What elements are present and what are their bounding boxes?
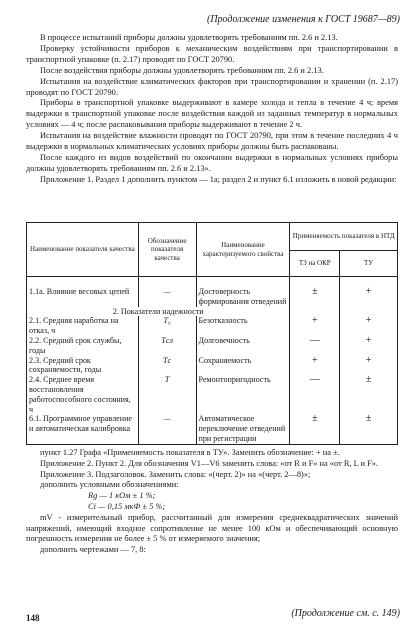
paragraph: Приложение 2. Пункт 2. Для обозначения V1—V6 заменить слова: «от R и F» на «от R, L и F». [40, 458, 379, 468]
cell-property: Долговечность [196, 336, 290, 356]
cell-symbol: Tсл [138, 336, 196, 356]
paragraph: mV - измерительный прибор, рассчитанный для измерения среднеквадратических значений напряжений, имеющий входное сопротивление не менее 100 кОм и обеспечивающий основную погрешность измерения не более ± 5 % от измеряемого значения; [26, 512, 398, 544]
paragraph: Приложение 3. Подзаголовок. Заменить слова: «(черт. 2)» на «(черт. 2—8)»; [40, 469, 311, 479]
amendment-text [26, 448, 398, 556]
cell-tz: — [290, 336, 340, 356]
col-header-symbol: Обозначение показателя качества [138, 223, 196, 277]
paragraph: Испытания на воздействие климатических факторов при транспортировании и хранении (п. 2.17) проводят по ГОСТ 20790. [26, 76, 398, 97]
paragraph: После воздействия приборы должны удовлетворять требованиям пп. 2.6 и 2.13. [40, 65, 324, 75]
page-number: 148 [26, 613, 40, 623]
body-text [26, 33, 398, 186]
cell-tz: ± [290, 277, 340, 307]
cell-name: 2.1. Средняя наработка на отказ, ч [27, 316, 139, 336]
cell-property: Сохраняемость [196, 356, 290, 376]
paragraph: Проверку устойчивости приборов к механическим воздействиям при транспортировании в транспортной упаковке (п. 2.17) проводят по ГОСТ 20790. [26, 43, 398, 64]
cell-property: Безотказность [196, 316, 290, 336]
cell-property: Автоматическое переключение отведений при регистрации [196, 414, 290, 444]
table-row [27, 336, 398, 356]
cell-symbol: — [138, 277, 196, 307]
table-row [27, 277, 398, 307]
cell-symbol: — [138, 414, 196, 444]
paragraph: дополнить чертежами — 7, 8: [40, 545, 146, 555]
table-row [27, 375, 398, 414]
paragraph: В процессе испытаний приборы должны удовлетворять требованиям пп. 2.6 и 2.13. [40, 33, 338, 42]
continuation-note: (Продолжение см. с. 149) [291, 608, 400, 619]
cell-tu: + [340, 277, 398, 307]
table-row [27, 414, 398, 444]
paragraph: пункт 1.27 Графа «Применяемость показателя в ТУ». Заменить обозначение: + на ±. [40, 448, 340, 457]
col-header-property: Наименование характеризуемого свойства [196, 223, 290, 277]
cell-tu: + [340, 336, 398, 356]
formula-line: Ci — 0,15 мкФ ± 5 %; [88, 501, 166, 511]
cell-property: Ремонтопригодность [196, 375, 290, 414]
paragraph: Приложение 1. Раздел 1 дополнить пунктом — 1а; раздел 2 и пункт 6.1 изложить в новой редакции: [40, 174, 397, 184]
cell-name: 6.1. Программное управление и автоматическая калибровка [27, 414, 139, 444]
cell-symbol: Tс [138, 356, 196, 376]
quality-indicators-table [26, 222, 398, 445]
cell-tu: ± [340, 375, 398, 414]
section-title: 2. Показатели надежности [27, 307, 290, 317]
cell-property: Достоверность формирования отведений [196, 277, 290, 307]
cell-symbol: T [138, 375, 196, 414]
table-row [27, 356, 398, 376]
cell-name: 1.1а. Влияние весовых цепей [27, 277, 139, 307]
cell-tu: + [340, 356, 398, 376]
cell-symbol: T₀ [138, 316, 196, 336]
cell-tu: + [340, 316, 398, 336]
formula-line: Rg — 1 кОм ± 1 %; [88, 491, 156, 501]
table-row [27, 316, 398, 336]
cell-tz: ± [290, 414, 340, 444]
paragraph: дополнить условными обозначениями: [40, 480, 179, 490]
table-section-row [27, 307, 398, 317]
paragraph: Испытания на воздействие влажности проводят по ГОСТ 20790, при этом в течение последних 4 ч выдержки в нормальных климатических условиях приборы должны быть распакованы. [26, 131, 398, 152]
col-header-applicability: Применяемость показателя в НТД [290, 223, 398, 251]
col-header-tz: ТЗ на ОКР [290, 251, 340, 277]
cell-tu: ± [340, 414, 398, 444]
col-header-name: Наименование показателя качества [27, 223, 139, 277]
cell-tz: — [290, 375, 340, 414]
col-header-tu: ТУ [340, 251, 398, 277]
cell-tz: + [290, 356, 340, 376]
paragraph: После каждого из видов воздействий по окончании выдержки в нормальных условиях приборы должны удовлетворять требованиям пп. 2.6 и 2.13». [26, 152, 398, 173]
running-header: (Продолжение изменения к ГОСТ 19687—89) [207, 14, 400, 25]
cell-tz: + [290, 316, 340, 336]
cell-name: 2.3. Средний срок сохраняемости, годы [27, 356, 139, 376]
cell-name: 2.4. Среднее время восстановления работоспособного состояния, ч [27, 375, 139, 414]
paragraph: Приборы в транспортной упаковке выдерживают в камере холода и тепла в течение 4 ч; время выдержки в транспортной упаковке после воздействия каждой из заданных температур в нормальных условиях — 4 ч; после распаковывания приборы выдерживают в течение 2 ч. [26, 98, 398, 130]
cell-name: 2.2. Средний срок службы, годы [27, 336, 139, 356]
